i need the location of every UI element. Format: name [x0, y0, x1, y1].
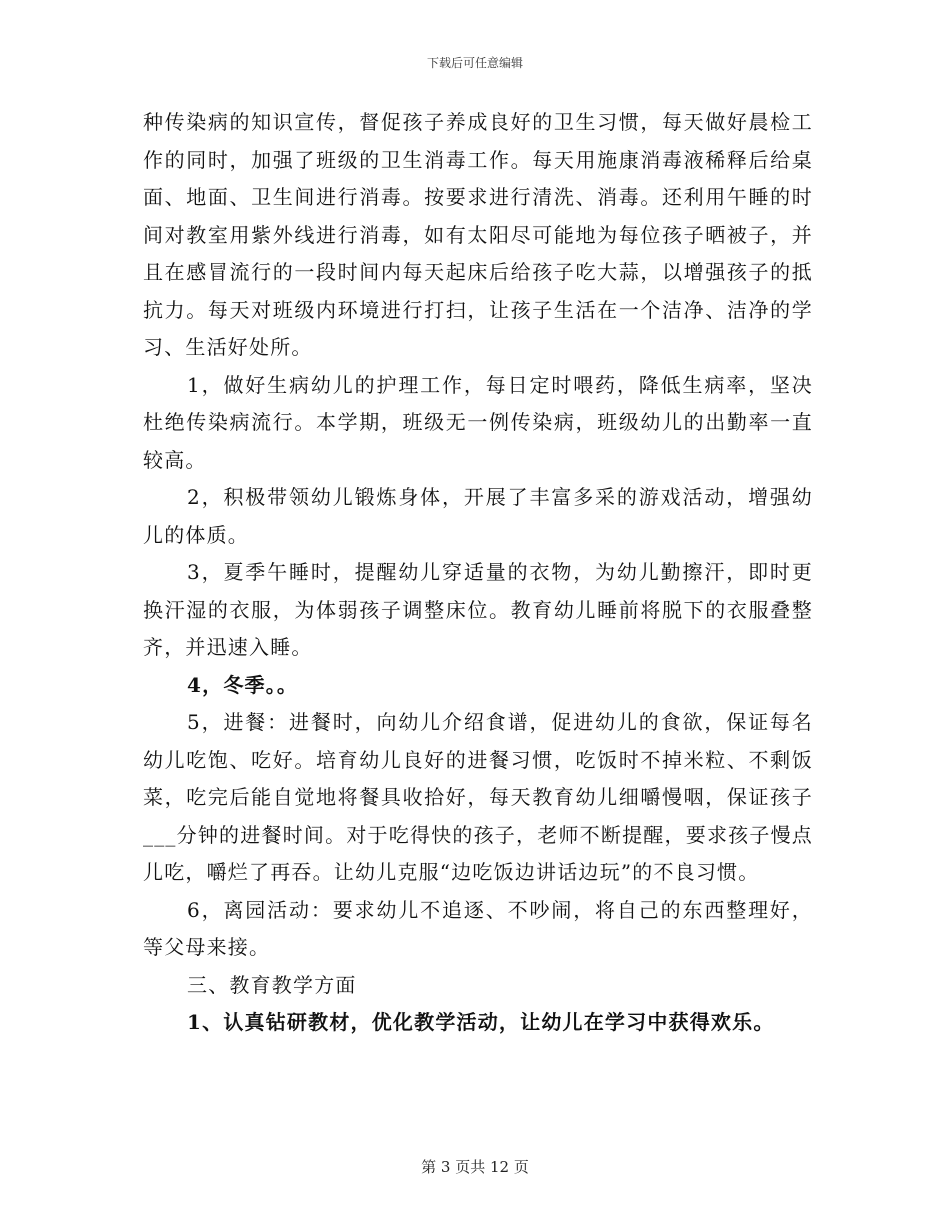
paragraph-item-3: 3，夏季午睡时，提醒幼儿穿适量的衣物，为幼儿勤擦汗，即时更换汗湿的衣服，为体弱孩子调整床位。教育幼儿睡前将脱下的衣服叠整齐，并迅速入睡。 — [143, 560, 813, 659]
paragraph-item-4: 4，冬季。。 — [187, 672, 299, 697]
document-body — [143, 104, 813, 1042]
page-footer: 第 3 页共 12 页 — [421, 1158, 529, 1176]
paragraph-hygiene: 种传染病的知识宣传，督促孩子养成良好的卫生习惯，每天做好晨检工作的同时，加强了班级的卫生消毒工作。每天用施康消毒液稀释后给桌面、地面、卫生间进行消毒。按要求进行清洗、消毒。还利用午睡的时间对教室用紫外线进行消毒，如有太阳尽可能地为每位孩子晒被子，并且在感冒流行的一段时间内每天起床后给孩子吃大蒜，以增强孩子的抵抗力。每天对班级内环境进行打扫，让孩子生活在一个洁净、洁净的学习、生活好处所。 — [143, 110, 813, 359]
section-heading: 三、教育教学方面 — [187, 972, 357, 997]
paragraph-item-6: 6，离园活动：要求幼儿不追逐、不吵闹，将自己的东西整理好，等父母来接。 — [143, 897, 813, 959]
paragraph-item-2: 2，积极带领幼儿锻炼身体，开展了丰富多采的游戏活动，增强幼儿的体质。 — [143, 485, 813, 547]
paragraph-item-1: 1，做好生病幼儿的护理工作，每日定时喂药，降低生病率，坚决杜绝传染病流行。本学期，班级无一例传染病，班级幼儿的出勤率一直较高。 — [143, 372, 813, 472]
page-header: 下载后可任意编辑 — [426, 56, 523, 70]
subsection-heading: 1、认真钻研教材，优化教学活动，让幼儿在学习中获得欢乐。 — [187, 1010, 775, 1034]
paragraph-item-5: 5，进餐：进餐时，向幼儿介绍食谱，促进幼儿的食欲，保证每名幼儿吃饱、吃好。培育幼儿良好的进餐习惯，吃饭时不掉米粒、不剩饭菜，吃完后能自觉地将餐具收拾好，每天教育幼儿细嚼慢咽，保证孩子___分钟的进餐时间。对于吃得快的孩子，老师不断提醒，要求孩子慢点儿吃，嚼烂了再吞。让幼儿克服“边吃饭边讲话边玩”的不良习惯。 — [143, 710, 813, 884]
